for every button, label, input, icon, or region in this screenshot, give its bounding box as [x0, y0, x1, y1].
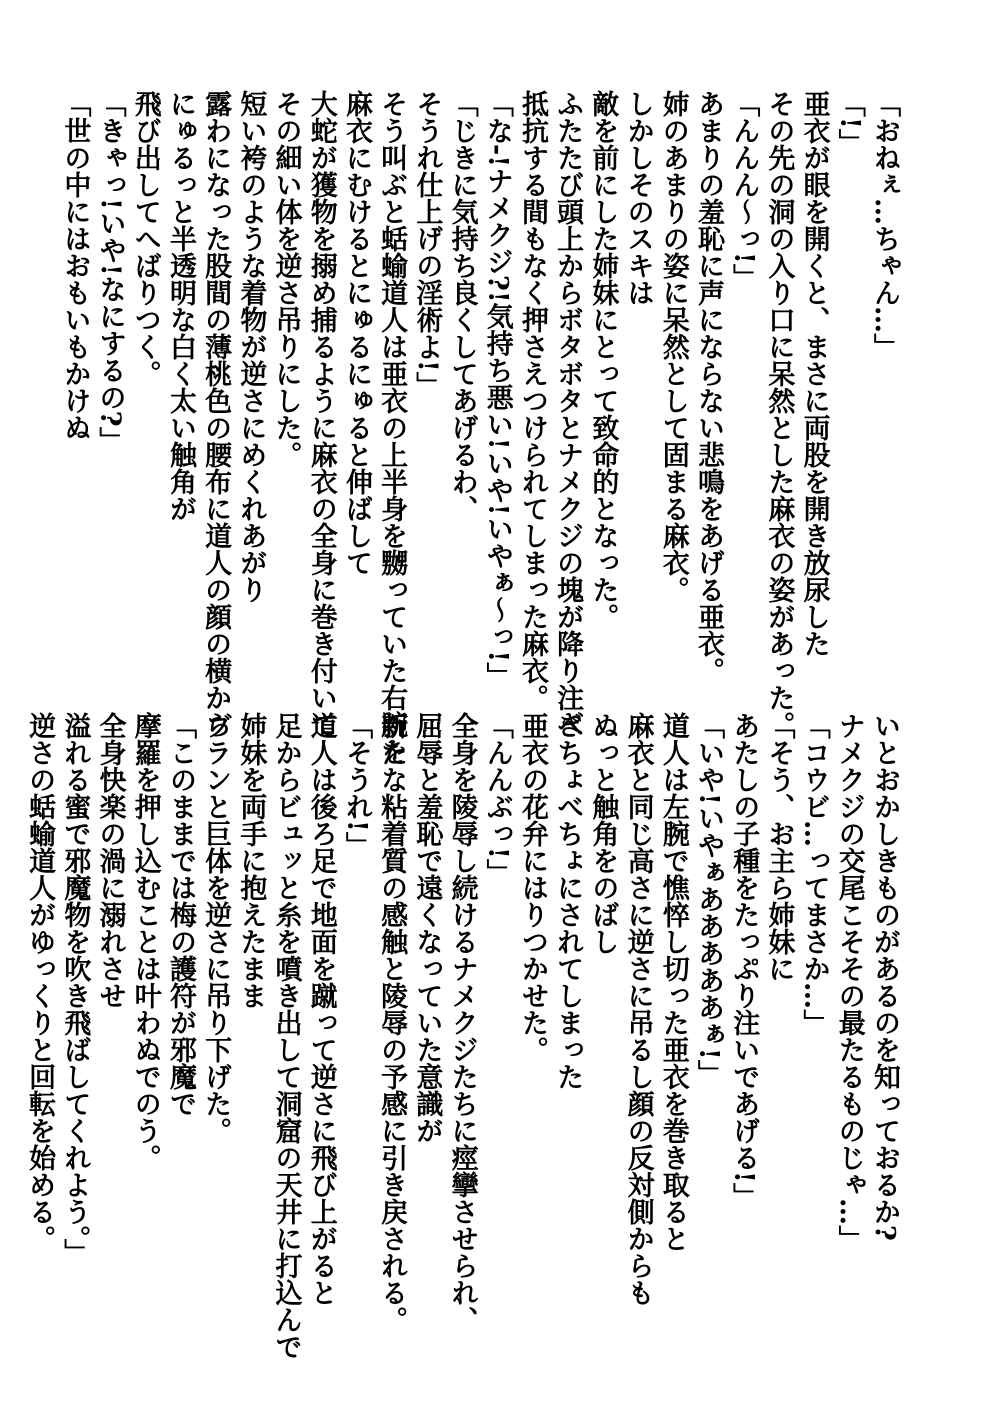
text-line: 「んんぶっ!」	[481, 712, 513, 886]
text-line: 全身を陵辱し続けるナメクジたちに痙攣させられ、	[446, 712, 478, 1333]
text-line: 麻衣にむけるとにゅるにゅると伸ばして	[340, 90, 372, 576]
text-line: そうれ仕上げの淫術よ!」	[411, 90, 443, 399]
text-line: 飛び出してへばりつく。	[129, 90, 161, 387]
text-line: いとおかしきものがあるのを知っておるか?	[869, 712, 900, 1241]
text-line: 亜衣が眼を開くと、まさに両股を開き放尿した	[798, 90, 830, 657]
text-line: 抵抗する間もなく押さえつけられてしまった麻衣。	[516, 90, 548, 711]
text-line: その先の洞の入り口に呆然とした麻衣の姿があった。	[763, 90, 795, 738]
text-line: 全身快楽の渦に溺れさせ	[94, 712, 126, 1009]
text-line: 新たな粘着質の感触と陵辱の予感に引き戻される。	[376, 712, 408, 1333]
text-line: ナメクジの交尾こそその最たるものじゃ…」	[833, 712, 865, 1252]
text-line: 大蛇が獲物を搦め捕るように麻衣の全身に巻き付いて	[305, 90, 337, 738]
bottom-text-block	[22, 712, 902, 1360]
text-line: 道人は後ろ足で地面を蹴って逆さに飛び上がると	[305, 712, 337, 1306]
text-line: べちょべちょにされてしまった	[552, 712, 584, 1090]
text-line: 「んんん～っ!」	[728, 90, 760, 291]
text-line: あたしの子種をたっぷり注いであげる!」	[728, 712, 760, 1210]
top-text-block	[57, 90, 902, 765]
text-line: 「いや!いやぁあああああぁ!」	[692, 712, 724, 1087]
text-line: 姉妹を両手に抱えたまま	[235, 712, 267, 1009]
text-line: 「コウビ…ってまさか…」	[798, 712, 830, 1036]
text-line: 亜衣の花弁にはりつかせた。	[516, 712, 548, 1063]
text-line: 「世の中にはおもいもかけぬ	[59, 90, 91, 441]
text-line: 足からビュッと糸を噴き出して洞窟の天井に打込んで	[270, 712, 302, 1360]
text-line: 溢れる蜜で邪魔物を吹き飛ばしてくれよう。」	[59, 712, 91, 1266]
text-line: ブランと巨体を逆さに吊り下げた。	[200, 712, 232, 1144]
text-line: 摩羅を押し込むことは叶わぬでのう。	[129, 712, 161, 1171]
text-line: 敵を前にした姉妹にとって致命的となった。	[587, 90, 619, 630]
text-line: 「じきに気持ち良くしてあげるわ、	[446, 90, 478, 522]
text-line: 「!」	[833, 90, 865, 156]
text-line: 道人は左腕で憔悴し切った亜衣を巻き取ると	[657, 712, 689, 1252]
text-line: 「このままでは梅の護符が邪魔で	[164, 712, 196, 1117]
text-line: ふたたび頭上からボタボタとナメクジの塊が降り注ぎ	[552, 90, 584, 738]
text-line: 「な-!ナメクジ?!気持ち悪い!いや!いやぁ～っ!」	[481, 90, 513, 690]
text-line: その細い体を逆さ吊りにした。	[270, 90, 302, 468]
text-line: にゅるっと半透明な白く太い触角が	[164, 90, 196, 522]
text-line: 「おねぇ…ちゃん…」	[869, 90, 900, 360]
text-line: ぬっと触角をのばし	[587, 712, 619, 955]
text-line: 「きゃっ!いや!なにするの?」	[94, 90, 126, 454]
text-line: そう叫ぶと蛞蝓道人は亜衣の上半身を嬲っていた右腕を	[376, 90, 408, 765]
text-line: 麻衣と同じ高さに逆さに吊るし顔の反対側からも	[622, 712, 654, 1306]
text-line: 屈辱と羞恥で遠くなっていた意識が	[411, 712, 443, 1144]
text-line: 短い袴のような着物が逆さにめくれあがり	[235, 90, 267, 603]
text-line: しかしそのスキは	[622, 90, 654, 306]
text-line: あまりの羞恥に声にならない悲鳴をあげる亜衣。	[692, 90, 724, 684]
text-line: 姉のあまりの姿に呆然として固まる麻衣。	[657, 90, 689, 603]
text-line: 露わになった股間の薄桃色の腰布に道人の顔の横から	[200, 90, 232, 738]
text-line: 「そうれ!」	[340, 712, 372, 859]
text-line: 「そう、お主ら姉妹に	[763, 712, 795, 982]
text-line: 逆さの蛞蝓道人がゆっくりと回転を始める。	[24, 712, 56, 1252]
